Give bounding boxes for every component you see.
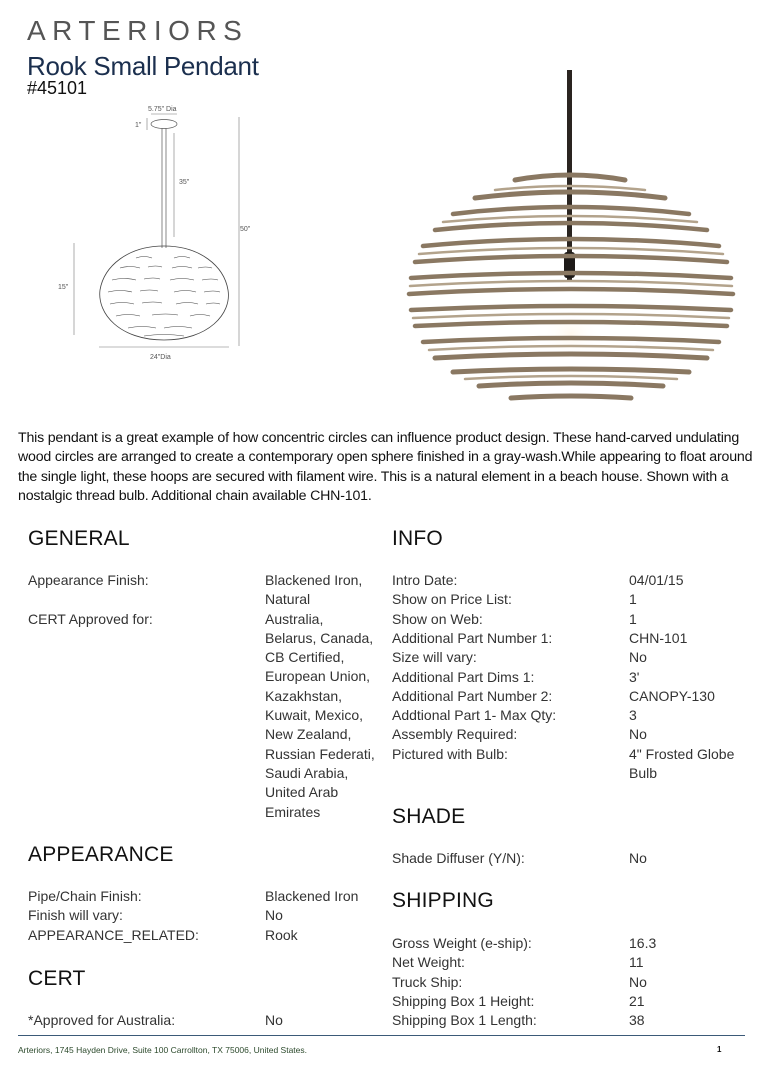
product-sku: #45101 — [27, 78, 88, 98]
spec-label: Finish will vary: — [28, 907, 123, 924]
product-photo — [395, 62, 745, 417]
product-title: Rook Small Pendant — [27, 51, 259, 81]
dim-canopy-dia: 5.75" Dia — [148, 106, 177, 113]
spec-label: Truck Ship: — [392, 973, 463, 990]
spec-value: Rook — [265, 926, 298, 943]
dim-canopy-h: 1" — [135, 122, 142, 129]
spec-value: CANOPY-130 — [629, 687, 715, 704]
spec-value: No — [629, 649, 647, 666]
spec-label: Shipping Box 1 Length: — [392, 1012, 537, 1029]
spec-value: New Zealand, — [265, 726, 352, 743]
spec-label: Additional Part Dims 1: — [392, 668, 535, 685]
spec-value: Emirates — [265, 803, 321, 820]
spec-value: Blackened Iron, — [265, 572, 363, 588]
spec-value: No — [629, 973, 647, 990]
spec-label: CERT Approved for: — [28, 610, 153, 627]
spec-label: Appearance Finish: — [28, 572, 149, 588]
spec-value: CHN-101 — [629, 629, 688, 646]
spec-value: 3' — [629, 668, 640, 685]
spec-label: APPEARANCE_RELATED: — [28, 926, 199, 943]
spec-value: Natural — [265, 591, 311, 608]
spec-value: Bulb — [629, 764, 658, 781]
spec-value: 21 — [629, 992, 645, 1009]
spec-label: Pipe/Chain Finish: — [28, 888, 142, 904]
spec-value: Kuwait, Mexico, — [265, 707, 364, 724]
spec-value: No — [265, 907, 283, 924]
footer-address: Arteriors, 1745 Hayden Drive, Suite 100 Carrollton, TX 75006, United States. — [18, 1045, 307, 1055]
spec-label: Additional Part Number 1: — [392, 629, 553, 646]
spec-label: Additional Part Number 2: — [392, 687, 553, 704]
spec-value: 38 — [629, 1012, 645, 1029]
spec-label: Intro Date: — [392, 572, 458, 588]
spec-value: 1 — [629, 610, 637, 627]
spec-value: United Arab — [265, 784, 339, 801]
spec-value: Belarus, Canada, — [265, 629, 374, 646]
section-cert-title: CERT — [28, 967, 86, 990]
spec-value: Russian Federati, — [265, 745, 375, 762]
footer-divider — [18, 1035, 745, 1036]
spec-label: Show on Price List: — [392, 591, 512, 608]
spec-value: No — [629, 726, 647, 743]
spec-value: 11 — [629, 954, 644, 971]
spec-value: Blackened Iron — [265, 888, 359, 904]
dim-overall: 50" — [240, 226, 251, 233]
spec-label: *Approved for Australia: — [28, 1012, 176, 1028]
spec-label: Show on Web: — [392, 610, 483, 627]
brand-logo: ARTERIORS — [27, 15, 249, 46]
spec-label: Shade Diffuser (Y/N): — [392, 850, 525, 866]
spec-label: Assembly Required: — [392, 726, 518, 743]
dim-shade-dia: 24"Dia — [150, 354, 171, 361]
spec-label: Size will vary: — [392, 649, 477, 666]
dim-shade-h: 15" — [58, 284, 69, 291]
section-shipping-title: SHIPPING — [392, 889, 494, 912]
spec-value: Kazakhstan, — [265, 687, 343, 704]
spec-value: European Union, — [265, 668, 371, 685]
spec-label: Shipping Box 1 Height: — [392, 992, 535, 1009]
spec-value: Australia, — [265, 610, 324, 627]
spec-value: 4" Frosted Globe — [629, 745, 735, 762]
spec-label: Addtional Part 1- Max Qty: — [392, 707, 557, 724]
spec-value: 16.3 — [629, 935, 657, 951]
spec-value: CB Certified, — [265, 649, 345, 666]
product-description: This pendant is a great example of how concentric circles can influence product design. These hand-carved undulating wood circles are arranged to create a contemporary open sphere finished in a gray-wash.While appearing to float around the single light, these hoops are secured with filament wire. This is a natural element in a beach house. Shown with a nostalgic thread bulb. Additional chain available CHN-101. — [18, 430, 753, 504]
spec-label: Gross Weight (e-ship): — [392, 935, 532, 951]
spec-value: No — [629, 850, 647, 866]
section-appearance-title: APPEARANCE — [28, 843, 174, 866]
section-general-title: GENERAL — [28, 527, 130, 550]
spec-value: No — [265, 1012, 283, 1028]
section-info-title: INFO — [392, 527, 443, 550]
dim-rod: 35" — [179, 179, 190, 186]
spec-value: 04/01/15 — [629, 572, 684, 588]
spec-label: Net Weight: — [392, 954, 465, 971]
spec-value: 1 — [629, 591, 637, 608]
page-number: 1 — [717, 1045, 722, 1054]
section-shade-title: SHADE — [392, 805, 466, 828]
spec-value: Saudi Arabia, — [265, 764, 349, 781]
dimension-drawing — [40, 100, 270, 370]
spec-label: Pictured with Bulb: — [392, 745, 508, 762]
spec-value: 3 — [629, 707, 637, 724]
